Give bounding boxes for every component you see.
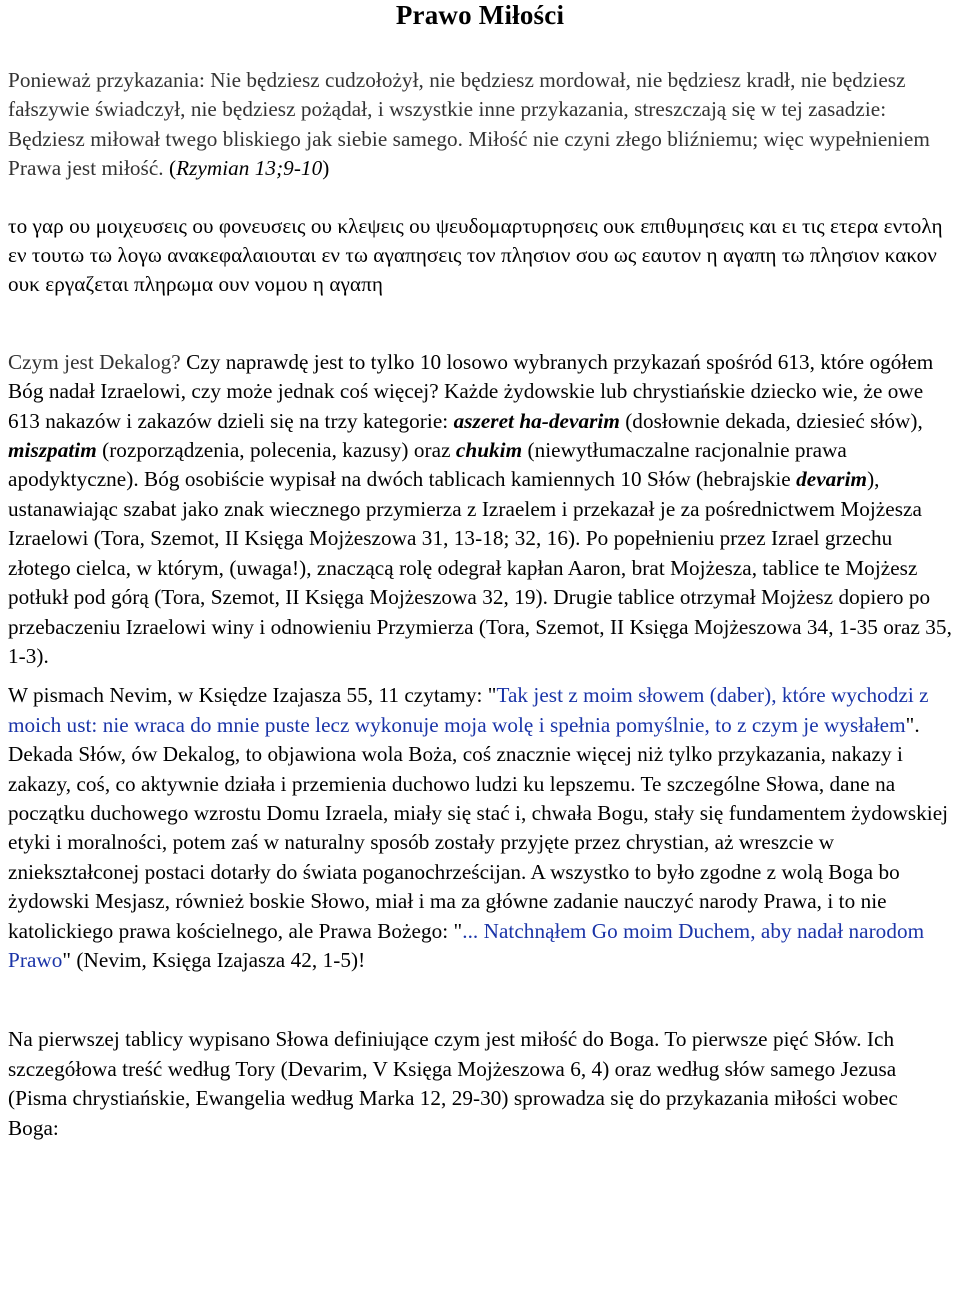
intro-paragraph	[8, 66, 952, 184]
dekalog-question: Czym jest Dekalog?	[8, 349, 181, 374]
ref-open: (	[163, 156, 177, 181]
isaiah-quote-1: Tak jest z moim słowem (daber), które wychodzi z moich ust: nie wraca do mnie puste lecz wykonuje moja wolę i spełnia pomyślnie, to z czym je wysłałem	[8, 683, 929, 737]
isaiah-quote-2: ... Natchnąłem Go moim Duchem, aby nadał narodom Prawo	[8, 918, 925, 972]
intro-text: Ponieważ przykazania: Nie będziesz cudzołożył, nie będziesz mordował, nie będziesz kradł, nie będziesz fałszywie świadczył, nie będziesz pożądał, i wszystkie inne przykazania, streszczają się w tej zasadzie: Będziesz miłował twego bliskiego jak siebie samego. Miłość nie czyni złego bliźniemu; więc wypełnieniem Prawa jest miłość.	[8, 68, 930, 181]
term-miszpatim: miszpatim	[8, 438, 97, 463]
nevim-paragraph: W pismach Nevim, w Księdze Izajasza 55, 11 czytamy: "Tak jest z moim słowem (daber), które wychodzi z moich ust: nie wraca do mnie puste lecz wykonuje moja wolę i spełnia pomyślnie, to z czym je wysłałem". Dekada Słów, ów Dekalog, to objawiona wola Boża, coś znacznie więcej niż tylko przykazania, nakazy i zakazy, coś, co aktywnie działa i przemienia duchowo ludzi ku lepszemu. Te szczególne Słowa, dane na początku duchowego wzrostu Domu Izraela, miały się stać i, chwała Bogu, stały się fundamentem żydowskiej etyki i moralności, potem zaś w naturalny sposób zostały przyjęte przez chrystian, aż wreszcie w zniekształconej postaci dotarły do świata poganochrześcijan. A wszystko to było zgodne z wolą Boga bo żydowski Mesjasz, również boskie Słowo, miał i ma za główne zadanie nauczyć narody Prawa, i to nie katolickiego prawa kościelnego, ale Prawa Bożego: "... Natchnąłem Go moim Duchem, aby nadał narodom Prawo" (Nevim, Księga Izajasza 42, 1-5)!	[8, 683, 949, 972]
dekalog-paragraph: Czym jest Dekalog? Czy naprawdę jest to tylko 10 losowo wybranych przykazań spośród 613, które ogółem Bóg nadał Izraelowi, czy może jednak coś więcej? Każde żydowskie lub chrystiańskie dziecko wie, że owe 613 nakazów i zakazów dzieli się na trzy kategorie: aszeret ha-devarim (dosłownie dekada, dziesieć słów), miszpatim (rozporządzenia, polecenia, kazusy) oraz chukim (niewytłumaczalne racjonalnie prawa apodyktyczne). Bóg osobiście wypisał na dwóch tablicach kamiennych 10 Słów (hebrajskie devarim), ustanawiając szabat jako znak wiecznego przymierza z Izraelem i przekazał je za pośrednictwem Mojżesza Izraelowi (Tora, Szemot, II Księga Mojżeszowa 31, 13-18; 32, 16). Po popełnieniu przez Izrael grzechu złotego cielca, w którym, (uwaga!), znaczącą rolę odegrał kapłan Aaron, brat Mojżesza, tablice te Mojżesz potłukł pod górą (Tora, Szemot, II Księga Mojżeszowa 32, 19). Drugie tablice otrzymał Mojżesz dopiero po przebaczeniu Izraelowi winy i odnowieniu Przymierza (Tora, Szemot, II Księga Mojżeszowa 34, 1-35 oraz 35, 1-3).	[8, 349, 952, 668]
term-devarim: devarim	[796, 467, 868, 492]
greek-text-paragraph: το γαρ ου μοιχευσεις ου φονευσεις ου κλεψεις ου ψευδομαρτυρησεις ουκ επιθυμησεις και ει τις ετερα εντολη εν τουτω τω λογω ανακεφαλαιουται εν τω αγαπησεις τον πλησιον σου ως εαυτον η αγαπη τω πλησιον κακον ουκ εργαζεται πληρωμα ουν νομου η αγαπη	[8, 213, 943, 297]
bible-reference: Rzymian 13;9-10	[176, 156, 323, 181]
term-aszeret: aszeret ha-devarim	[453, 408, 620, 433]
page-title: Prawo Miłości	[395, 0, 565, 30]
term-chukim: chukim	[455, 438, 523, 463]
first-tablet-paragraph: Na pierwszej tablicy wypisano Słowa definiujące czym jest miłość do Boga. To pierwsze pięć Słów. Ich szczegółowa treść według Tory (Devarim, V Księga Mojżeszowa 6, 4) oraz według słów samego Jezusa (Pisma chrystiańskie, Ewangelia według Marka 12, 29-30) sprowadza się do przykazania miłości wobec Boga:	[8, 1027, 898, 1140]
ref-close: )	[322, 156, 330, 181]
